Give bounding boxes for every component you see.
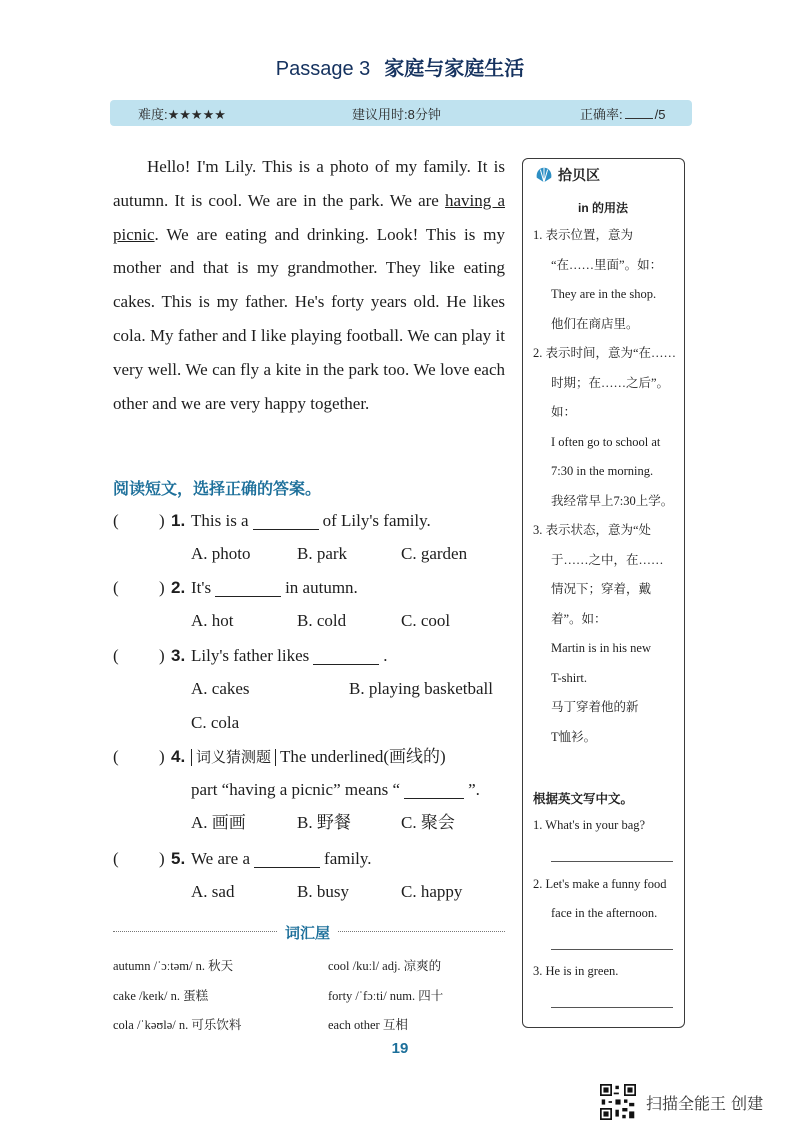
note-line: 7:30 in the morning. <box>551 464 654 478</box>
option-c[interactable]: C. cool <box>401 611 451 630</box>
note-line: 2. 表示时间，意为“在…… <box>533 346 677 360</box>
question-text: The underlined(画线的) <box>280 747 446 766</box>
fill-blank[interactable] <box>404 779 464 799</box>
option-c[interactable]: C. cola <box>191 713 240 732</box>
question-text: part “having a picnic” means “ <box>191 780 401 799</box>
vocab-title: 词汇屋 <box>277 922 338 943</box>
answer-line[interactable] <box>551 949 673 950</box>
option-b[interactable]: B. playing basketball <box>349 679 494 698</box>
note-line: 1. 表示位置，意为 <box>533 228 634 242</box>
passage-title <box>0 52 800 81</box>
accuracy-label: 正确率: <box>580 106 623 122</box>
answer-paren-close[interactable]: ) <box>159 511 165 530</box>
note-line: Martin is in his new <box>551 641 651 655</box>
question-number: 3. <box>171 646 186 665</box>
note-line: They are in the shop. <box>551 287 657 301</box>
page-number: 19 <box>391 1040 409 1057</box>
note-line: “在……里面”。如： <box>551 257 663 272</box>
question-text: Lily's father likes <box>191 646 310 665</box>
note-line: T-shirt. <box>551 670 587 685</box>
option-a[interactable]: A. sad <box>191 882 235 901</box>
underlined-phrase: having a picnic <box>113 190 505 244</box>
answer-paren-close[interactable]: ) <box>159 646 165 665</box>
reading-passage <box>113 150 505 420</box>
question-number: 1. <box>171 511 186 530</box>
question-text: of Lily's family. <box>322 511 431 530</box>
usage-notes <box>533 221 681 752</box>
note-line: 我经常早上7:30上学。 <box>551 493 674 508</box>
shell-icon <box>535 166 553 184</box>
exercise-item: face in the afternoon. <box>551 906 658 920</box>
vocab-item: cool /kuːl/ adj. 凉爽的 <box>328 959 442 973</box>
suggested-time: 建议用时:8分钟 <box>352 106 441 122</box>
option-b[interactable]: B. park <box>297 544 348 563</box>
watermark-text: 扫描全能王 创建 <box>646 1093 764 1113</box>
passage-text-1: Hello! I'm Lily. This is a photo of my family. It is autumn. It is cool. We are in the park. We are <box>113 157 505 210</box>
question-2 <box>113 571 513 638</box>
exercise-item: 2. Let's make a funny food <box>533 877 667 891</box>
answer-paren-close[interactable]: ) <box>159 849 165 868</box>
accuracy-blank[interactable] <box>625 107 653 119</box>
answer-paren-close[interactable]: ) <box>159 578 165 597</box>
answer-paren-open: ( <box>113 578 119 597</box>
fill-blank[interactable] <box>254 848 320 868</box>
accuracy-total: /5 <box>654 106 666 122</box>
questions-heading: 阅读短文，选择正确的答案。 <box>113 481 322 498</box>
question-text: This is a <box>191 511 249 530</box>
question-4 <box>113 740 513 840</box>
vocab-item: cola /ˈkəʊlə/ n. 可乐饮料 <box>113 1018 242 1032</box>
option-b[interactable]: B. cold <box>297 611 347 630</box>
option-c[interactable]: C. happy <box>401 882 463 901</box>
fill-blank[interactable] <box>313 645 379 665</box>
vocab-item: cake /keɪk/ n. 蛋糕 <box>113 989 209 1003</box>
question-1 <box>113 504 513 571</box>
note-line: 时期；在……之后”。 <box>551 375 670 390</box>
note-line: 3. 表示状态，意为“处 <box>533 523 652 537</box>
vocab-item: each other 互相 <box>328 1018 408 1032</box>
vocab-item: autumn /ˈɔːtəm/ n. 秋天 <box>113 959 234 973</box>
vocab-item: forty /ˈfɔːti/ num. 四十 <box>328 989 444 1003</box>
accuracy-field[interactable] <box>580 104 665 123</box>
fill-blank[interactable] <box>253 510 319 530</box>
exercise-item: 3. He is in green. <box>533 964 619 978</box>
question-3 <box>113 639 513 740</box>
note-line: 他们在商店里。 <box>551 316 639 331</box>
question-number: 5. <box>171 849 186 868</box>
answer-paren-open: ( <box>113 646 119 665</box>
question-text: It's <box>191 578 212 597</box>
option-c[interactable]: C. 聚会 <box>401 813 455 832</box>
question-text: family. <box>324 849 372 868</box>
scanner-watermark <box>600 1084 763 1120</box>
note-line: 于……之中，在…… <box>551 552 664 567</box>
option-b[interactable]: B. 野餐 <box>297 813 351 832</box>
question-text: . <box>383 646 388 665</box>
question-type-tag: 词义猜测题 <box>191 749 276 766</box>
question-text: ”. <box>468 780 480 799</box>
fill-blank[interactable] <box>215 577 281 597</box>
note-line: 着”。如： <box>551 611 607 626</box>
question-text: in autumn. <box>285 578 358 597</box>
tips-sidebar <box>522 158 685 1028</box>
answer-paren-open: ( <box>113 849 119 868</box>
option-a[interactable]: A. hot <box>191 611 234 630</box>
option-c[interactable]: C. garden <box>401 544 468 563</box>
answer-paren-open: ( <box>113 511 119 530</box>
answer-paren-open: ( <box>113 747 119 766</box>
passage-text-2: . We are eating and drinking. Look! This is my mother and that is my grandmother. They like eating cakes. This is my father. He's forty years old. He likes cola. My father and I like playing football. We can play it very well. We can fly a kite in the park too. We love each other and we are very happy together. <box>113 224 505 413</box>
note-line: 马丁穿着他的新 <box>551 700 639 714</box>
option-b[interactable]: B. busy <box>297 882 349 901</box>
sidebar-subtitle: in 的用法 <box>578 201 628 215</box>
question-text: We are a <box>191 849 251 868</box>
sidebar-header <box>535 165 600 185</box>
passage-topic: 家庭与家庭生活 <box>384 58 525 80</box>
question-number: 2. <box>171 578 186 597</box>
note-line: 情况下；穿着，戴 <box>551 582 652 596</box>
exercise-item: 1. What's in your bag? <box>533 818 646 832</box>
passage-label: Passage 3 <box>275 58 371 80</box>
qr-code-icon <box>600 1084 636 1120</box>
sidebar-title: 拾贝区 <box>558 167 600 183</box>
exercise-heading: 根据英文写中文。 <box>533 792 634 806</box>
option-a[interactable]: A. photo <box>191 544 251 563</box>
info-bar <box>110 100 692 126</box>
option-a[interactable]: A. cakes <box>191 679 250 698</box>
question-5 <box>113 842 513 909</box>
note-line: I often go to school at <box>551 434 661 449</box>
passage-paragraph <box>113 150 505 420</box>
answer-paren-close[interactable]: ) <box>159 747 165 766</box>
question-number: 4. <box>171 747 186 766</box>
difficulty-rating: 难度:★★★★★ <box>138 106 226 122</box>
answer-line[interactable] <box>551 1007 673 1008</box>
answer-line[interactable] <box>551 861 673 862</box>
option-a[interactable]: A. 画画 <box>191 813 246 832</box>
note-line: T恤衫。 <box>551 729 597 744</box>
note-line: 如： <box>551 405 577 419</box>
